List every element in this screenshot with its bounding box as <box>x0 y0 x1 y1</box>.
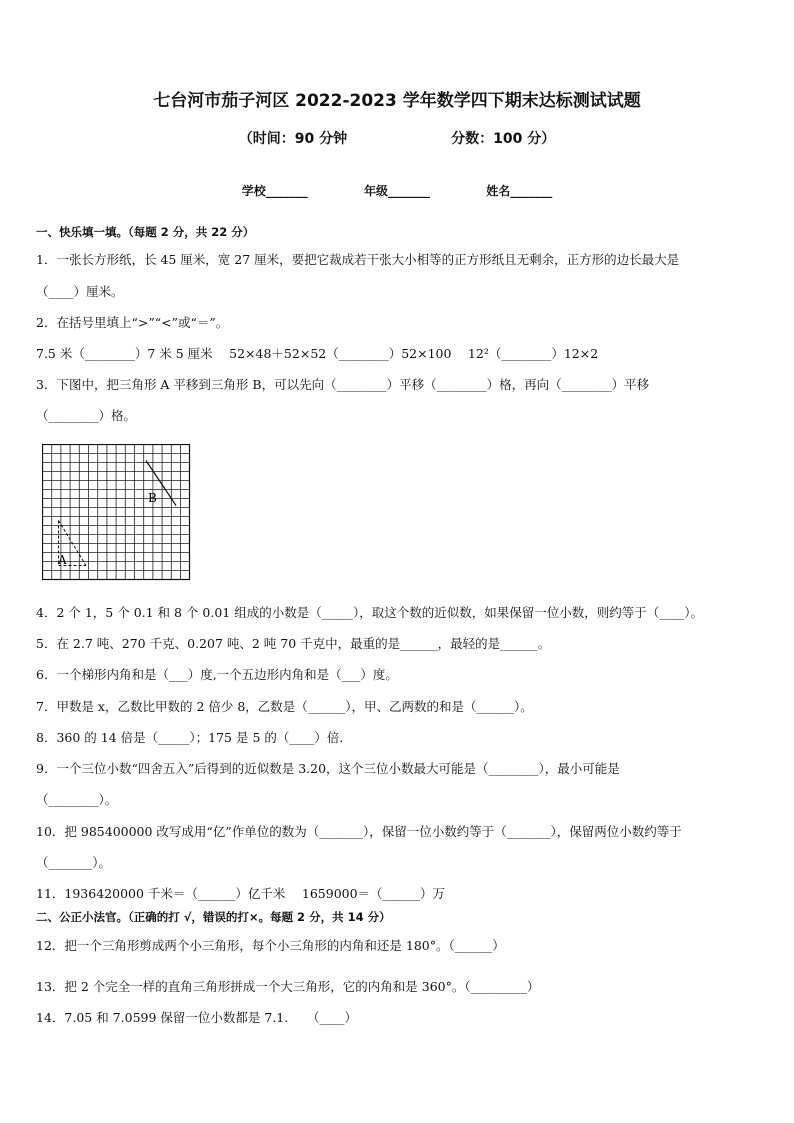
name-field: 姓名_______ <box>486 184 553 198</box>
exam-meta <box>0 128 794 148</box>
question-10-line-1: 10．把 985400000 改写成用“亿”作单位的数为（_______），保留一位小数约等于（_______），保留两位小数约等于 <box>36 824 682 839</box>
grade-field: 年级_______ <box>363 184 430 198</box>
section-1-heading: 一、快乐填一填。（每题 2 分，共 22 分） <box>36 225 255 239</box>
question-3-line-1: 3．下图中，把三角形 A 平移到三角形 B，可以先向（________）平移（________）格，再向（________）平移 <box>36 377 650 392</box>
question-10-line-2: （_______）。 <box>36 855 112 870</box>
triangle-b-label: B <box>148 491 157 505</box>
school-field: 学校_______ <box>241 184 308 198</box>
question-1-line-1: 1．一张长方形纸，长 45 厘米，宽 27 厘米，要把它裁成若干张大小相等的正方形纸且无剩余，正方形的边长最大是 <box>36 252 680 267</box>
question-5: 5．在 2.7 吨、270 千克、0.207 吨、2 吨 70 千克中，最重的是______，最轻的是______。 <box>36 636 551 651</box>
question-9-line-2: （________）。 <box>36 792 118 807</box>
exam-score: 分数：100 分） <box>451 131 556 147</box>
question-14: 14．7.05 和 7.0599 保留一位小数都是 7.1. （____） <box>36 1010 357 1025</box>
question-8: 8．360 的 14 倍是（_____）；175 是 5 的（____）倍． <box>36 730 352 745</box>
question-7: 7．甲数是 x，乙数比甲数的 2 倍少 8，乙数是（______），甲、乙两数的和是（______）。 <box>36 699 533 714</box>
section-2-heading: 二、公正小法官。（正确的打 √，错误的打×。每题 2 分，共 14 分） <box>36 910 391 924</box>
question-3-line-2: （________）格。 <box>36 408 137 423</box>
question-11: 11．1936420000 千米＝（______）亿千米 1659000＝（______）万 <box>36 886 446 901</box>
page-title: 七台河市茄子河区 2022-2023 学年数学四下期末达标测试试题 <box>153 91 641 111</box>
question-4: 4．2 个 1，5 个 0.1 和 8 个 0.01 组成的小数是（_____），取这个数的近似数，如果保留一位小数，则约等于（____）。 <box>36 605 703 620</box>
question-1-line-2: （____）厘米。 <box>36 284 124 299</box>
triangle-a-label: A <box>58 553 67 567</box>
question-2-line-1: 2．在括号里填上“>”“<”或“＝”。 <box>36 315 229 330</box>
question-13: 13．把 2 个完全一样的直角三角形拼成一个大三角形，它的内角和是 360°。（_________） <box>36 979 540 994</box>
question-6: 6．一个梯形内角和是（___）度,一个五边形内角和是（___）度。 <box>36 667 398 682</box>
question-2-line-2: 7.5 米（________）7 米 5 厘米 52×48＋52×52（________）52×100 12²（________）12×2 <box>36 346 599 361</box>
translation-grid-figure <box>42 444 192 582</box>
exam-time: （时间：90 分钟 <box>238 131 348 147</box>
question-9-line-1: 9．一个三位小数“四舍五入”后得到的近似数是 3.20，这个三位小数最大可能是（________），最小可能是 <box>36 761 620 776</box>
student-info <box>0 182 794 199</box>
question-12: 12．把一个三角形剪成两个小三角形，每个小三角形的内角和还是 180°。（______） <box>36 938 505 953</box>
